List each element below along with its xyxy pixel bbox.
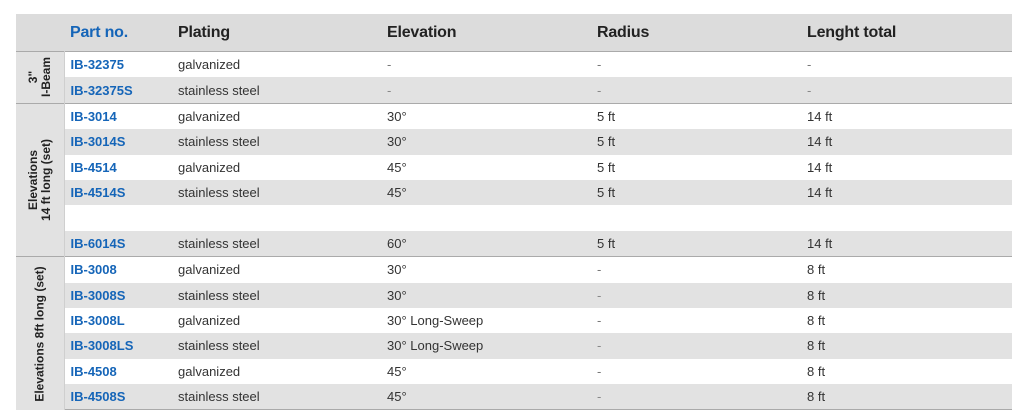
elevation-cell: 30° <box>381 283 591 308</box>
length-total-cell: 14 ft <box>801 231 1012 257</box>
radius-cell: - <box>591 77 801 103</box>
part-number-cell: IB-4508S <box>64 384 172 410</box>
part-number-cell: IB-3014S <box>64 129 172 154</box>
plating-cell: stainless steel <box>172 129 381 154</box>
group-label-cell <box>16 257 64 410</box>
group-label-line: 14 ft long (set) <box>38 138 53 221</box>
elevation-cell: 45° <box>387 363 407 379</box>
part-number-cell: IB-32375 <box>64 52 172 78</box>
group-label-line: 3" <box>25 71 40 84</box>
header-plating: Plating <box>172 14 381 52</box>
plating-cell: stainless steel <box>172 333 381 358</box>
table-row <box>16 231 1012 257</box>
group-label-cell <box>16 103 64 256</box>
radius-cell <box>591 205 801 230</box>
length-total-cell: 8 ft <box>807 313 826 329</box>
elevation-cell: 30° Long-Sweep <box>381 333 591 358</box>
plating-cell: galvanized <box>172 257 381 283</box>
header-corner <box>16 14 64 52</box>
table-row <box>16 359 1012 384</box>
table-row <box>16 283 1012 308</box>
length-total-cell: 8 ft <box>807 363 826 379</box>
plating-cell: galvanized <box>172 52 381 78</box>
table-header-row <box>16 14 1012 52</box>
plating-cell: galvanized <box>178 363 241 379</box>
group-label <box>27 139 53 221</box>
table-row <box>16 103 1012 129</box>
elevation-cell: 30° <box>381 129 591 154</box>
elevation-cell: 60° <box>381 231 591 257</box>
part-number-cell: IB-3008LS <box>64 333 172 358</box>
table-row-blank <box>16 205 1012 230</box>
elevation-cell: 30° <box>381 103 591 129</box>
table-row <box>16 155 1012 180</box>
part-number-cell: IB-3008L <box>70 313 125 329</box>
parts-table <box>16 14 1012 410</box>
length-total-cell: - <box>801 77 1012 103</box>
length-total-cell: 14 ft <box>801 103 1012 129</box>
length-total-cell: 8 ft <box>801 384 1012 410</box>
elevation-cell: 30° <box>381 257 591 283</box>
plating-cell: galvanized <box>178 313 241 329</box>
plating-cell: stainless steel <box>172 77 381 103</box>
table-row <box>16 52 1012 78</box>
table-row <box>16 257 1012 283</box>
group-label <box>33 266 46 401</box>
length-total-cell: 14 ft <box>801 129 1012 154</box>
plating-cell: stainless steel <box>172 283 381 308</box>
elevation-cell: 30° Long-Sweep <box>387 313 484 329</box>
part-number-cell: IB-32375S <box>64 77 172 103</box>
elevation-cell: 45° <box>381 180 591 205</box>
plating-cell: stainless steel <box>172 384 381 410</box>
radius-cell: - <box>591 283 801 308</box>
length-total-cell: 8 ft <box>801 283 1012 308</box>
length-total-cell: 14 ft <box>807 159 833 175</box>
elevation-cell: - <box>381 77 591 103</box>
group-label-line: Elevations 8ft long (set) <box>32 265 47 402</box>
header-elevation: Elevation <box>381 14 591 52</box>
elevation-cell <box>381 205 591 230</box>
radius-cell: - <box>591 333 801 358</box>
length-total-cell: 8 ft <box>801 257 1012 283</box>
elevation-cell: 45° <box>381 384 591 410</box>
part-number-cell: IB-3014 <box>64 103 172 129</box>
group-label-cell <box>16 52 64 104</box>
table-row <box>16 384 1012 410</box>
group-label-line: I-Beam <box>38 57 53 98</box>
radius-cell: - <box>597 363 602 379</box>
header-radius: Radius <box>591 14 801 52</box>
parts-table-container <box>16 14 1012 410</box>
table-row <box>16 308 1012 333</box>
header-part-no: Part no. <box>64 14 172 52</box>
radius-cell: 5 ft <box>591 180 801 205</box>
part-number-cell: IB-6014S <box>64 231 172 257</box>
elevation-cell: - <box>381 52 591 78</box>
elevation-cell: 45° <box>387 159 407 175</box>
radius-cell: - <box>597 313 602 329</box>
plating-cell <box>172 205 381 230</box>
radius-cell: 5 ft <box>597 159 616 175</box>
length-total-cell: 14 ft <box>801 180 1012 205</box>
part-number-cell: IB-4508 <box>70 363 117 379</box>
radius-cell: 5 ft <box>591 231 801 257</box>
part-number-cell: IB-3008 <box>64 257 172 283</box>
plating-cell: galvanized <box>178 159 241 175</box>
length-total-cell <box>801 205 1012 230</box>
radius-cell: 5 ft <box>591 129 801 154</box>
part-number-cell: IB-4514S <box>64 180 172 205</box>
table-row <box>16 77 1012 103</box>
radius-cell: - <box>591 52 801 78</box>
group-label-line: Elevations <box>25 149 40 210</box>
length-total-cell: 8 ft <box>801 333 1012 358</box>
part-number-cell: IB-4514 <box>70 159 117 175</box>
table-row <box>16 180 1012 205</box>
group-label <box>27 57 53 97</box>
table-body <box>16 52 1012 410</box>
table-row <box>16 129 1012 154</box>
length-total-cell: - <box>801 52 1012 78</box>
plating-cell: galvanized <box>172 103 381 129</box>
plating-cell: stainless steel <box>172 180 381 205</box>
radius-cell: - <box>591 384 801 410</box>
header-length-total: Lenght total <box>801 14 1012 52</box>
part-number-cell: IB-3008S <box>64 283 172 308</box>
radius-cell: 5 ft <box>591 103 801 129</box>
radius-cell: - <box>591 257 801 283</box>
table-row <box>16 333 1012 358</box>
plating-cell: stainless steel <box>172 231 381 257</box>
part-number-cell <box>64 205 172 230</box>
